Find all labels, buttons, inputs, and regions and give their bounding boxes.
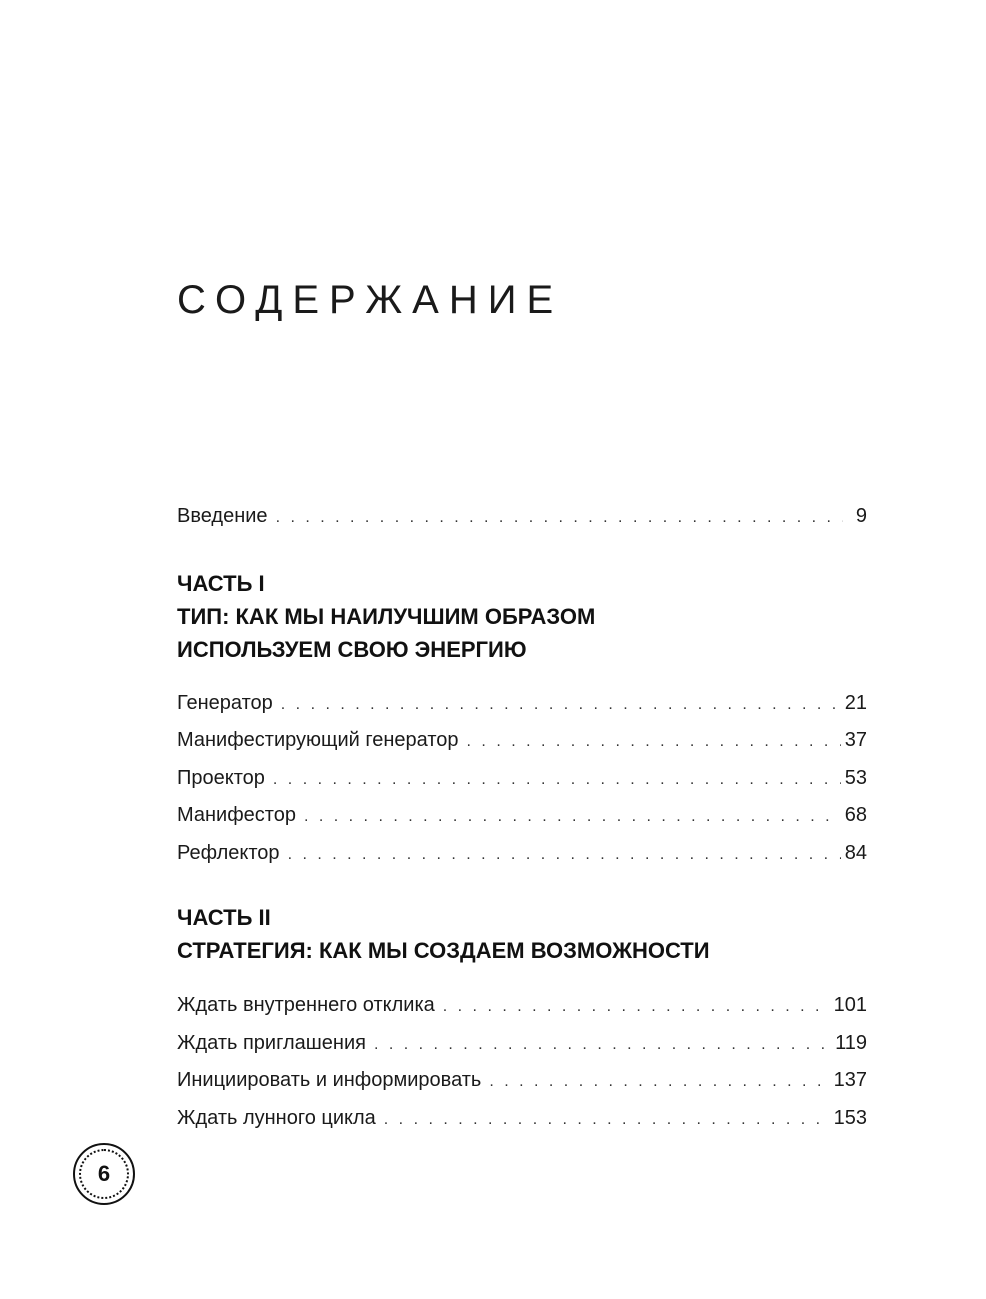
table-of-contents [177,498,867,1137]
part-1-heading [177,567,867,666]
page-number: 6 [97,1161,111,1186]
toc-entry [177,722,867,760]
toc-leader-dots [374,1026,831,1064]
part-heading-line: СТРАТЕГИЯ: КАК МЫ СОЗДАЕМ ВОЗМОЖНОСТИ [177,938,710,963]
toc-entry [177,797,867,835]
toc-entry-page: 137 [833,1069,867,1091]
page-number-badge [73,1143,135,1205]
toc-entry-label: Ждать лунного цикла [177,1106,376,1129]
part-heading-line: ТИП: КАК МЫ НАИЛУЧШИМ ОБРАЗОМ [177,603,596,629]
toc-entry [177,1062,867,1100]
toc-leader-dots [489,1063,829,1101]
toc-entry [177,835,867,873]
toc-entry-page: 84 [844,841,867,864]
toc-entry-page: 37 [844,729,867,751]
toc-entry-intro [177,498,867,536]
toc-entry-label: Инициировать и информировать [177,1069,482,1091]
toc-entry-label: Проектор [177,766,265,789]
toc-entry-label: Генератор [177,691,273,714]
toc-leader-dots [281,686,841,724]
toc-leader-dots [384,1101,830,1139]
toc-entry-label: Рефлектор [177,841,280,864]
toc-entry-label: Ждать внутреннего отклика [177,994,435,1016]
toc-entry-page: 119 [835,1031,867,1054]
part-heading-line: ЧАСТЬ I [177,570,265,596]
toc-leader-dots [273,761,841,799]
toc-leader-dots [443,988,830,1026]
toc-leader-dots [467,723,841,761]
toc-entry-page: 101 [833,994,867,1016]
toc-entry-label: Ждать приглашения [177,1031,366,1054]
part-heading-line: ИСПОЛЬЗУЕМ СВОЮ ЭНЕРГИЮ [177,636,527,662]
toc-entry [177,1025,867,1063]
toc-entry-page: 21 [844,691,867,714]
toc-entry-page: 9 [855,505,867,527]
toc-leader-dots [276,499,843,537]
toc-leader-dots [304,798,841,836]
page-title: СОДЕРЖАНИЕ [177,278,564,322]
toc-leader-dots [288,836,841,874]
part-1-entries [177,685,867,873]
toc-entry-page: 53 [844,766,867,789]
toc-entry-label: Введение [177,505,268,527]
toc-entry-label: Манифестор [177,804,296,826]
toc-entry-page: 153 [833,1106,867,1129]
toc-entry [177,685,867,723]
toc-entry [177,987,867,1025]
toc-entry-label: Манифестирующий генератор [177,729,459,751]
toc-entry-page: 68 [844,804,867,826]
toc-entry [177,1100,867,1138]
part-2-entries [177,987,867,1137]
toc-entry [177,760,867,798]
part-heading-line: ЧАСТЬ II [177,905,271,930]
part-2-heading [177,901,867,967]
